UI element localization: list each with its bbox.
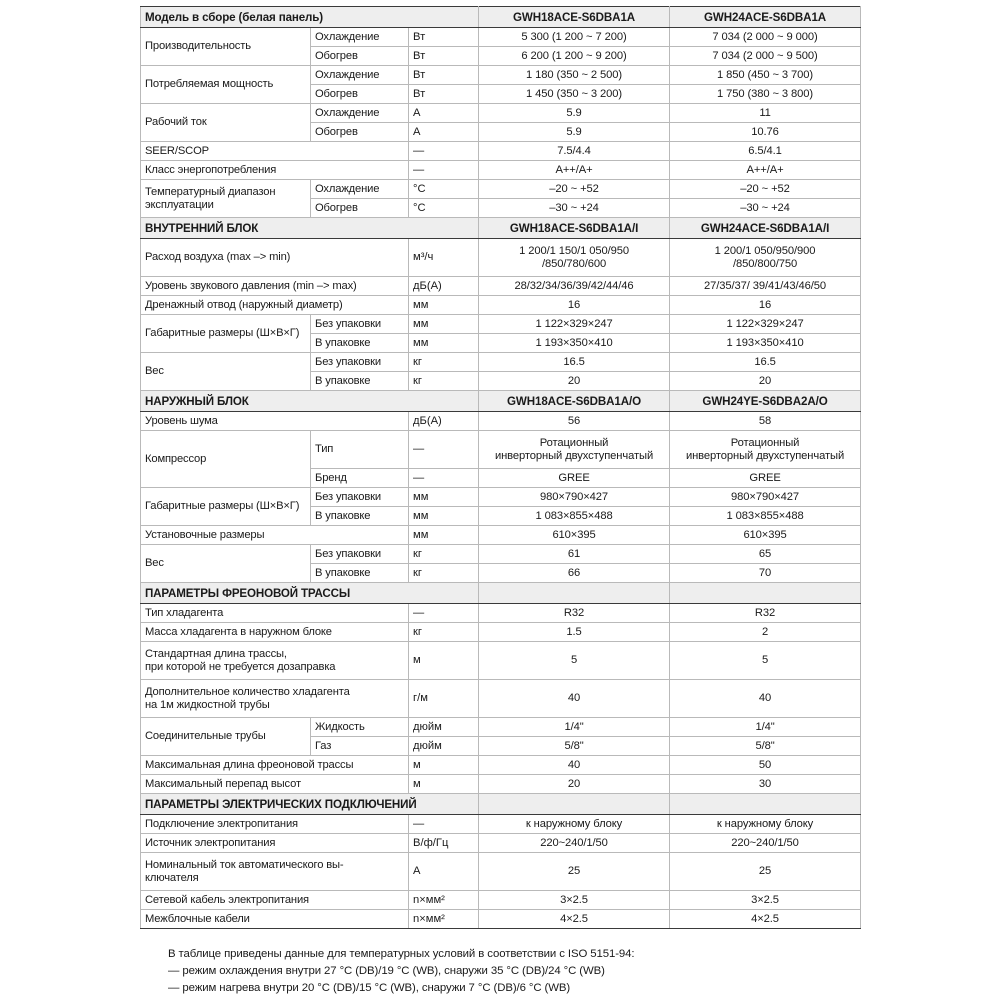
value-model-b: к наружному блоку [670,815,861,834]
table-row [141,412,861,431]
row-unit: n×мм² [409,910,479,929]
row-label: Габаритные размеры (Ш×В×Г) [141,315,311,353]
value-model-b: 980×790×427 [670,488,861,507]
value-model-b: 1 083×855×488 [670,507,861,526]
row-sublabel: Газ [311,737,409,756]
section-model-a: GWH18ACE-S6DBA1A [479,7,670,28]
section-header-row [141,583,861,604]
row-sublabel: В упаковке [311,564,409,583]
value-model-a: 1.5 [479,623,670,642]
value-model-b: 25 [670,853,861,891]
row-sublabel: Без упаковки [311,315,409,334]
row-unit: — [409,161,479,180]
row-label: Масса хладагента в наружном блоке [141,623,409,642]
value-model-b: 6.5/4.1 [670,142,861,161]
row-unit: — [409,469,479,488]
value-model-b: 5 [670,642,861,680]
value-model-b: 50 [670,756,861,775]
table-row [141,910,861,929]
value-model-b: 1 122×329×247 [670,315,861,334]
value-model-b: 5/8" [670,737,861,756]
table-row [141,296,861,315]
table-row [141,815,861,834]
value-model-b: 1 850 (450 ~ 3 700) [670,66,861,85]
row-sublabel: Без упаковки [311,353,409,372]
row-unit: мм [409,526,479,545]
row-unit: м [409,775,479,794]
table-row [141,853,861,891]
value-model-a: 1/4" [479,718,670,737]
row-unit: — [409,815,479,834]
row-unit: кг [409,353,479,372]
value-model-b: 220~240/1/50 [670,834,861,853]
value-model-a: –30 ~ +24 [479,199,670,218]
value-model-a: 1 122×329×247 [479,315,670,334]
value-model-a: 28/32/34/36/39/42/44/46 [479,277,670,296]
row-sublabel: В упаковке [311,334,409,353]
value-model-b: 1 193×350×410 [670,334,861,353]
table-row [141,623,861,642]
value-model-a: 25 [479,853,670,891]
value-model-a: 5.9 [479,123,670,142]
section-title: Модель в сборе (белая панель) [141,7,479,28]
value-model-a: 5 [479,642,670,680]
table-row [141,28,861,47]
section-model-b: GWH24ACE-S6DBA1A/I [670,218,861,239]
value-model-b: 40 [670,680,861,718]
row-label: Вес [141,545,311,583]
value-model-b: 7 034 (2 000 ~ 9 000) [670,28,861,47]
row-label: Источник электропитания [141,834,409,853]
row-sublabel: Охлаждение [311,180,409,199]
section-header-row [141,391,861,412]
value-model-a: 1 180 (350 ~ 2 500) [479,66,670,85]
row-unit: — [409,604,479,623]
row-unit: м³/ч [409,239,479,277]
value-model-a: 220~240/1/50 [479,834,670,853]
row-unit: м [409,756,479,775]
value-model-a: Ротационный инверторный двухступенчатый [479,431,670,469]
row-unit: А [409,104,479,123]
row-label: Компрессор [141,431,311,488]
table-row [141,834,861,853]
section-model-b [670,794,861,815]
value-model-a: A++/A+ [479,161,670,180]
row-sublabel: Обогрев [311,199,409,218]
row-label: Межблочные кабели [141,910,409,929]
table-row [141,277,861,296]
row-unit: Вт [409,47,479,66]
value-model-b: Ротационный инверторный двухступенчатый [670,431,861,469]
value-model-a: 1 083×855×488 [479,507,670,526]
value-model-b: 3×2.5 [670,891,861,910]
value-model-a: 5/8" [479,737,670,756]
row-unit: мм [409,488,479,507]
row-unit: Вт [409,28,479,47]
row-unit: А [409,853,479,891]
row-unit: А [409,123,479,142]
section-model-b: GWH24YE-S6DBA2A/O [670,391,861,412]
row-unit: мм [409,507,479,526]
section-title: ВНУТРЕННИЙ БЛОК [141,218,479,239]
value-model-b: 58 [670,412,861,431]
row-sublabel: Охлаждение [311,28,409,47]
row-sublabel: Обогрев [311,47,409,66]
row-label: Максимальный перепад высот [141,775,409,794]
value-model-a: 66 [479,564,670,583]
row-sublabel: Тип [311,431,409,469]
value-model-a: 1 450 (350 ~ 3 200) [479,85,670,104]
row-unit: кг [409,564,479,583]
value-model-a: GREE [479,469,670,488]
row-unit: °C [409,199,479,218]
row-unit: дБ(А) [409,412,479,431]
table-row [141,775,861,794]
value-model-b: 7 034 (2 000 ~ 9 500) [670,47,861,66]
footnote-line-3: — режим нагрева внутри 20 °C (DB)/15 °C (WB), снаружи 7 °C (DB)/6 °C (WB) [168,981,571,994]
value-model-b: 30 [670,775,861,794]
value-model-b: 27/35/37/ 39/41/43/46/50 [670,277,861,296]
row-label: Сетевой кабель электропитания [141,891,409,910]
value-model-b: 4×2.5 [670,910,861,929]
value-model-a: 610×395 [479,526,670,545]
row-unit: °C [409,180,479,199]
table-row [141,315,861,334]
table-row [141,718,861,737]
value-model-a: 61 [479,545,670,564]
value-model-b: –20 ~ +52 [670,180,861,199]
row-unit: г/м [409,680,479,718]
row-label: Уровень звукового давления (min –> max) [141,277,409,296]
value-model-b: A++/A+ [670,161,861,180]
value-model-a: 40 [479,756,670,775]
row-label: Уровень шума [141,412,409,431]
section-model-a [479,583,670,604]
row-unit: n×мм² [409,891,479,910]
value-model-b: 11 [670,104,861,123]
row-unit: Вт [409,66,479,85]
row-unit: дюйм [409,737,479,756]
section-header-row [141,218,861,239]
row-unit: — [409,431,479,469]
value-model-b: 1/4" [670,718,861,737]
section-model-a: GWH18ACE-S6DBA1A/O [479,391,670,412]
value-model-a: 56 [479,412,670,431]
value-model-a: –20 ~ +52 [479,180,670,199]
value-model-a: R32 [479,604,670,623]
value-model-a: 3×2.5 [479,891,670,910]
section-title: ПАРАМЕТРЫ ЭЛЕКТРИЧЕСКИХ ПОДКЛЮЧЕНИЙ [141,794,479,815]
value-model-a: 5.9 [479,104,670,123]
section-header-row [141,794,861,815]
footnote-line-1: В таблице приведены данные для температурных условий в соответствии с ISO 5151-94: [168,948,635,960]
row-unit: мм [409,334,479,353]
value-model-b: 20 [670,372,861,391]
section-model-a: GWH18ACE-S6DBA1A/I [479,218,670,239]
table-row [141,545,861,564]
row-label: Расход воздуха (max –> min) [141,239,409,277]
table-row [141,104,861,123]
row-sublabel: Охлаждение [311,104,409,123]
value-model-a: 20 [479,775,670,794]
row-unit: дБ(А) [409,277,479,296]
table-row [141,680,861,718]
value-model-a: 16 [479,296,670,315]
value-model-b: 1 200/1 050/950/900 /850/800/750 [670,239,861,277]
row-sublabel: Без упаковки [311,488,409,507]
table-row [141,891,861,910]
value-model-a: 980×790×427 [479,488,670,507]
row-unit: кг [409,545,479,564]
value-model-b: 16.5 [670,353,861,372]
table-row [141,353,861,372]
value-model-a: 4×2.5 [479,910,670,929]
value-model-b: 70 [670,564,861,583]
table-row [141,604,861,623]
row-label: SEER/SCOP [141,142,409,161]
value-model-a: к наружному блоку [479,815,670,834]
value-model-a: 20 [479,372,670,391]
section-model-b: GWH24ACE-S6DBA1A [670,7,861,28]
row-label: Дополнительное количество хладагента на 1м жидкостной трубы [141,680,409,718]
row-unit: Вт [409,85,479,104]
row-label: Габаритные размеры (Ш×В×Г) [141,488,311,526]
row-unit: дюйм [409,718,479,737]
row-unit: м [409,642,479,680]
table-row [141,239,861,277]
row-label: Потребляемая мощность [141,66,311,104]
table-row [141,642,861,680]
value-model-b: –30 ~ +24 [670,199,861,218]
row-unit: мм [409,315,479,334]
section-title: НАРУЖНЫЙ БЛОК [141,391,479,412]
value-model-b: GREE [670,469,861,488]
row-sublabel: Обогрев [311,85,409,104]
value-model-b: 16 [670,296,861,315]
value-model-b: 2 [670,623,861,642]
row-sublabel: Бренд [311,469,409,488]
section-header-row [141,7,861,28]
row-label: Тип хладагента [141,604,409,623]
section-model-a [479,794,670,815]
row-sublabel: Жидкость [311,718,409,737]
value-model-b: 65 [670,545,861,564]
table-row [141,66,861,85]
row-label: Рабочий ток [141,104,311,142]
row-unit: кг [409,372,479,391]
row-unit: мм [409,296,479,315]
value-model-a: 6 200 (1 200 ~ 9 200) [479,47,670,66]
row-label: Класс энергопотребления [141,161,409,180]
row-label: Номинальный ток автоматического вы- ключателя [141,853,409,891]
specifications-table [140,6,861,929]
footnotes [168,946,928,997]
value-model-a: 1 193×350×410 [479,334,670,353]
section-model-b [670,583,861,604]
table-row [141,180,861,199]
row-sublabel: Охлаждение [311,66,409,85]
section-title: ПАРАМЕТРЫ ФРЕОНОВОЙ ТРАССЫ [141,583,479,604]
row-sublabel: Без упаковки [311,545,409,564]
table-row [141,142,861,161]
row-label: Стандартная длина трассы, при которой не требуется дозаправка [141,642,409,680]
row-unit: — [409,142,479,161]
table-row [141,161,861,180]
spec-sheet [140,6,860,929]
row-unit: В/ф/Гц [409,834,479,853]
value-model-a: 1 200/1 150/1 050/950 /850/780/600 [479,239,670,277]
value-model-a: 5 300 (1 200 ~ 7 200) [479,28,670,47]
table-row [141,488,861,507]
row-label: Подключение электропитания [141,815,409,834]
row-unit: кг [409,623,479,642]
row-label: Температурный диапазон эксплуатации [141,180,311,218]
table-row [141,526,861,545]
row-label: Установочные размеры [141,526,409,545]
value-model-a: 7.5/4.4 [479,142,670,161]
value-model-a: 40 [479,680,670,718]
row-label: Производительность [141,28,311,66]
row-label: Максимальная длина фреоновой трассы [141,756,409,775]
row-sublabel: В упаковке [311,507,409,526]
table-row [141,431,861,469]
row-sublabel: Обогрев [311,123,409,142]
value-model-b: 1 750 (380 ~ 3 800) [670,85,861,104]
footnote-line-2: — режим охлаждения внутри 27 °C (DB)/19 °C (WB), снаружи 35 °C (DB)/24 °C (WB) [168,964,605,977]
row-sublabel: В упаковке [311,372,409,391]
value-model-b: R32 [670,604,861,623]
table-row [141,756,861,775]
row-label: Вес [141,353,311,391]
value-model-b: 10.76 [670,123,861,142]
value-model-a: 16.5 [479,353,670,372]
row-label: Дренажный отвод (наружный диаметр) [141,296,409,315]
value-model-b: 610×395 [670,526,861,545]
row-label: Соединительные трубы [141,718,311,756]
